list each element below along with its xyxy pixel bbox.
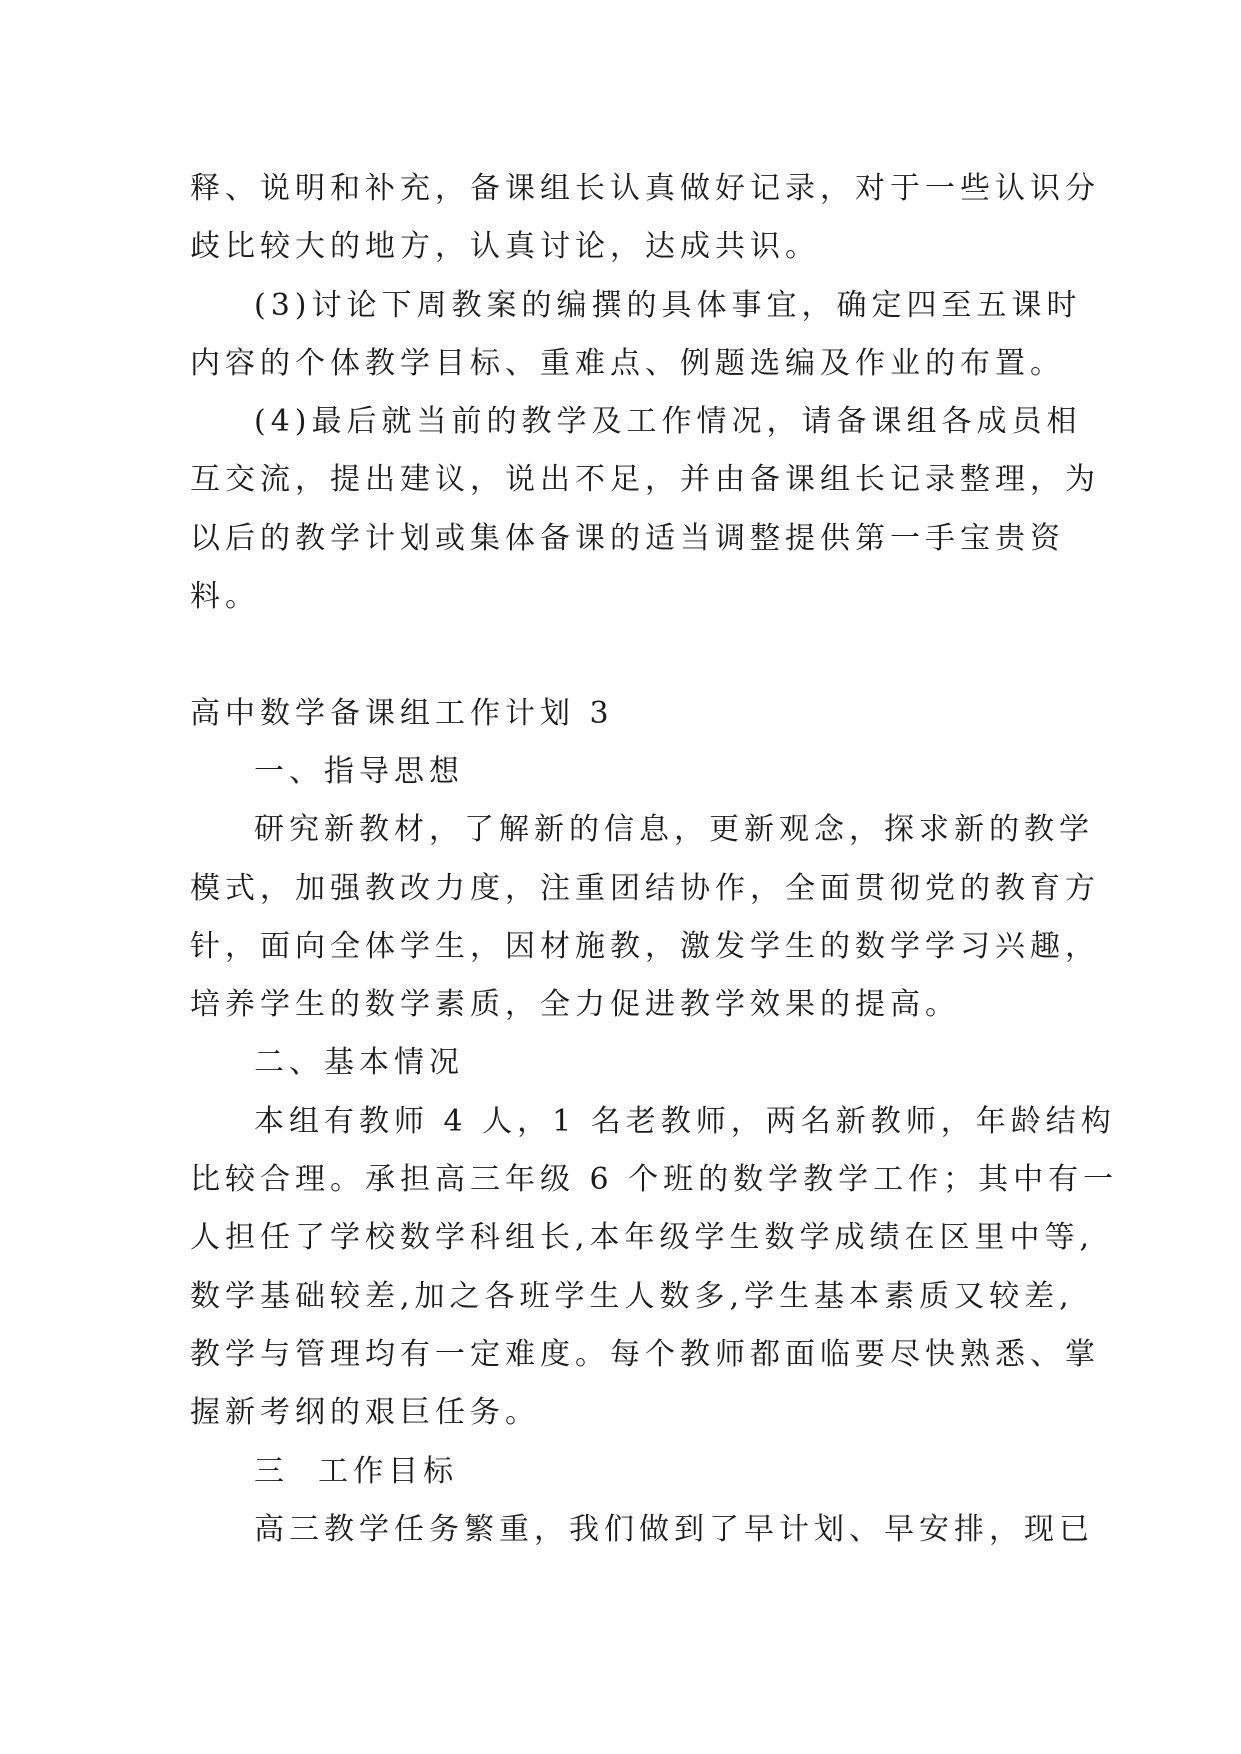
text-line: 互交流，提出建议，说出不足，并由备课组长记录整理，为	[190, 462, 1100, 498]
text-line: 人担任了学校数学科组长,本年级学生数学成绩在区里中等,	[190, 1220, 1095, 1256]
text-line: (4)最后就当前的教学及工作情况，请备课组各成员相	[254, 404, 1082, 440]
heading-guiding-thought: 一、指导思想	[254, 753, 464, 789]
text-line: 内容的个体教学目标、重难点、例题选编及作业的布置。	[190, 345, 1065, 381]
text-line: 研究新教材，了解新的信息，更新观念，探求新的教学	[254, 812, 1094, 848]
text-line: 本组有教师 4 人，1 名老教师，两名新教师，年龄结构	[254, 1103, 1116, 1139]
text-line: 以后的教学计划或集体备课的适当调整提供第一手宝贵资	[190, 520, 1065, 556]
heading-basic-situation: 二、基本情况	[254, 1045, 464, 1081]
document-body	[190, 160, 1119, 1559]
heading-work-goals: 三 工作目标	[254, 1453, 459, 1489]
text-line: (3)讨论下周教案的编撰的具体事宜，确定四至五课时	[254, 287, 1082, 323]
text-line: 歧比较大的地方，认真讨论，达成共识。	[190, 229, 820, 265]
text-line: 握新考纲的艰巨任务。	[190, 1395, 540, 1431]
text-line: 释、说明和补充，备课组长认真做好记录，对于一些认识分	[190, 171, 1100, 206]
text-line: 比较合理。承担高三年级 6 个班的数学教学工作；其中有一	[190, 1162, 1119, 1198]
text-line: 教学与管理均有一定难度。每个教师都面临要尽快熟悉、掌	[190, 1336, 1100, 1372]
text-line: 料。	[190, 579, 260, 615]
text-line: 数学基础较差,加之各班学生人数多,学生基本素质又较差,	[190, 1278, 1074, 1314]
text-line: 高三教学任务繁重，我们做到了早计划、早安排，现已	[254, 1511, 1094, 1547]
text-line: 培养学生的数学素质，全力促进教学效果的提高。	[190, 987, 960, 1023]
section-title: 高中数学备课组工作计划 3	[190, 695, 614, 731]
text-line: 模式，加强教改力度，注重团结协作，全面贯彻党的教育方	[190, 870, 1100, 906]
paragraph-gap	[190, 626, 1070, 684]
text-line: 针，面向全体学生，因材施教，激发学生的数学学习兴趣，	[190, 928, 1100, 964]
